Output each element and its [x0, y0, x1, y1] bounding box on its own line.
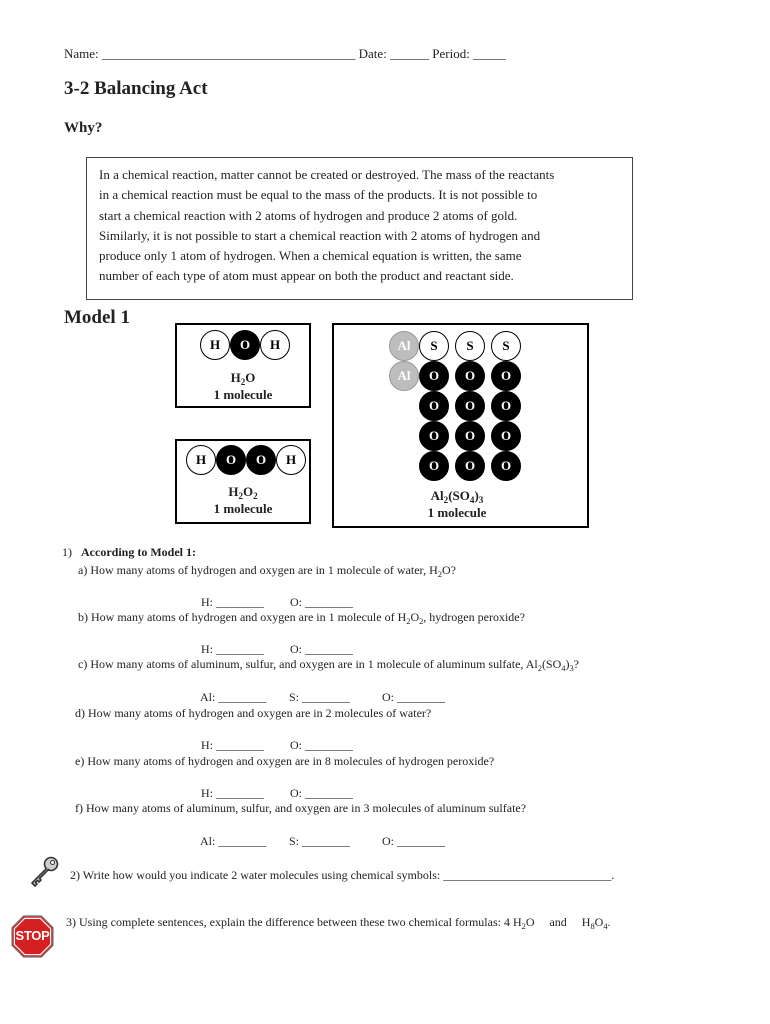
why-line: produce only 1 atom of hydrogen. When a chemical equation is written, the same: [99, 248, 522, 264]
answer-blanks-1e[interactable]: [201, 786, 353, 801]
hydrogen-blank[interactable]: H: ________: [201, 786, 264, 800]
oxygen-atom: O: [216, 445, 246, 475]
why-line: number of each type of atom must appear on both the product and reactant side.: [99, 268, 514, 284]
question-2: 2) Write how would you indicate 2 water molecules using chemical symbols: ____________________________.: [70, 868, 615, 882]
question-1e: e) How many atoms of hydrogen and oxygen are in 8 molecules of hydrogen peroxide?: [75, 754, 495, 768]
oxygen-atom: O: [419, 391, 449, 421]
peroxide-formula: $H_2O_2$: [228, 484, 258, 501]
oxygen-atom: O: [491, 421, 521, 451]
water-caption: [177, 369, 309, 403]
key-icon: [27, 854, 61, 888]
question-1f: f) How many atoms of aluminum, sulfur, and oxygen are in 3 molecules of aluminum sulfate?: [75, 801, 527, 815]
sulfate-formula: $Al_2(SO_4)_3$: [430, 488, 484, 505]
hydrogen-atom: H: [276, 445, 306, 475]
oxygen-atom: O: [455, 451, 485, 481]
hydrogen-blank[interactable]: H: ________: [201, 642, 264, 656]
oxygen-blank[interactable]: O: ________: [290, 738, 353, 752]
question-1c: c) How many atoms of aluminum, sulfur, and oxygen are in 1 molecule of aluminum sulfate, $Al_2(SO_4)_3$?: [78, 657, 579, 673]
stop-sign-label: STOP: [15, 928, 50, 943]
oxygen-atom: O: [419, 361, 449, 391]
oxygen-atom: O: [455, 361, 485, 391]
name-date-period-line: Name: _______________________________________ Date: ______ Period: _____: [64, 46, 506, 61]
oxygen-atom: O: [419, 421, 449, 451]
answer-blanks-1c[interactable]: [200, 690, 445, 705]
sulfur-atom: S: [419, 331, 449, 361]
sulfur-atom: S: [491, 331, 521, 361]
aluminum-blank[interactable]: Al: ________: [200, 834, 267, 848]
oxygen-atom: O: [491, 451, 521, 481]
sulfate-count: 1 molecule: [427, 505, 487, 520]
answer-blanks-1d[interactable]: [201, 738, 353, 753]
oxygen-atom: O: [455, 391, 485, 421]
oxygen-atom: O: [491, 361, 521, 391]
oxygen-blank[interactable]: O: ________: [382, 690, 445, 704]
page-title: 3-2 Balancing Act: [64, 78, 208, 99]
sulfate-caption: [394, 487, 520, 521]
oxygen-blank[interactable]: O: ________: [382, 834, 445, 848]
stop-sign-icon: [11, 915, 54, 958]
oxygen-atom: O: [230, 330, 260, 360]
question-3: 3) Using complete sentences, explain the difference between these two chemical formulas: 4 $H_2O$ and $H_8O_4$.: [66, 915, 611, 931]
oxygen-atom: O: [419, 451, 449, 481]
why-line: In a chemical reaction, matter cannot be created or destroyed. The mass of the reactants: [99, 167, 555, 182]
question-1-heading: 1) According to Model 1:: [62, 545, 196, 559]
oxygen-blank[interactable]: O: ________: [290, 642, 353, 656]
answer-blanks-1b[interactable]: [201, 642, 353, 657]
hydrogen-blank[interactable]: H: ________: [201, 738, 264, 752]
hydrogen-atom: H: [200, 330, 230, 360]
question-1a: a) How many atoms of hydrogen and oxygen are in 1 molecule of water, $H_2O$?: [78, 563, 456, 579]
aluminum-sulfate-box: [332, 323, 589, 528]
hydrogen-atom: H: [186, 445, 216, 475]
peroxide-caption: [177, 483, 309, 517]
peroxide-molecule-box: [175, 439, 311, 524]
water-count: 1 molecule: [213, 387, 273, 402]
model-heading: Model 1: [64, 307, 130, 328]
aluminum-blank[interactable]: Al: ________: [200, 690, 267, 704]
question-1d: d) How many atoms of hydrogen and oxygen are in 2 molecules of water?: [75, 706, 432, 720]
hydrogen-atom: H: [260, 330, 290, 360]
why-line: Similarly, it is not possible to start a chemical reaction with 2 atoms of hydrogen and: [99, 227, 541, 243]
answer-blanks-1a[interactable]: [201, 595, 353, 610]
why-text-box: [86, 157, 633, 300]
why-line: in a chemical reaction must be equal to the mass of the products. It is not possible to: [99, 187, 538, 203]
oxygen-atom: O: [246, 445, 276, 475]
sulfur-blank[interactable]: S: ________: [289, 690, 351, 704]
question-1b: b) How many atoms of hydrogen and oxygen are in 1 molecule of $H_2O_2$, hydrogen peroxide?: [78, 610, 525, 626]
oxygen-blank[interactable]: O: ________: [290, 786, 353, 800]
sulfur-atom: S: [455, 331, 485, 361]
aluminum-atom: Al: [389, 361, 419, 391]
oxygen-atom: O: [491, 391, 521, 421]
aluminum-atom: Al: [389, 331, 419, 361]
hydrogen-blank[interactable]: H: ________: [201, 595, 264, 609]
oxygen-blank[interactable]: O: ________: [290, 595, 353, 609]
why-line: start a chemical reaction with 2 atoms of hydrogen and produce 2 atoms of gold.: [99, 207, 518, 223]
peroxide-count: 1 molecule: [213, 501, 273, 516]
sulfur-blank[interactable]: S: ________: [289, 834, 351, 848]
water-molecule-box: [175, 323, 311, 408]
water-formula: $H_2O$: [230, 370, 256, 387]
answer-blanks-1f[interactable]: [200, 834, 445, 849]
oxygen-atom: O: [455, 421, 485, 451]
why-heading: Why?: [64, 120, 103, 136]
